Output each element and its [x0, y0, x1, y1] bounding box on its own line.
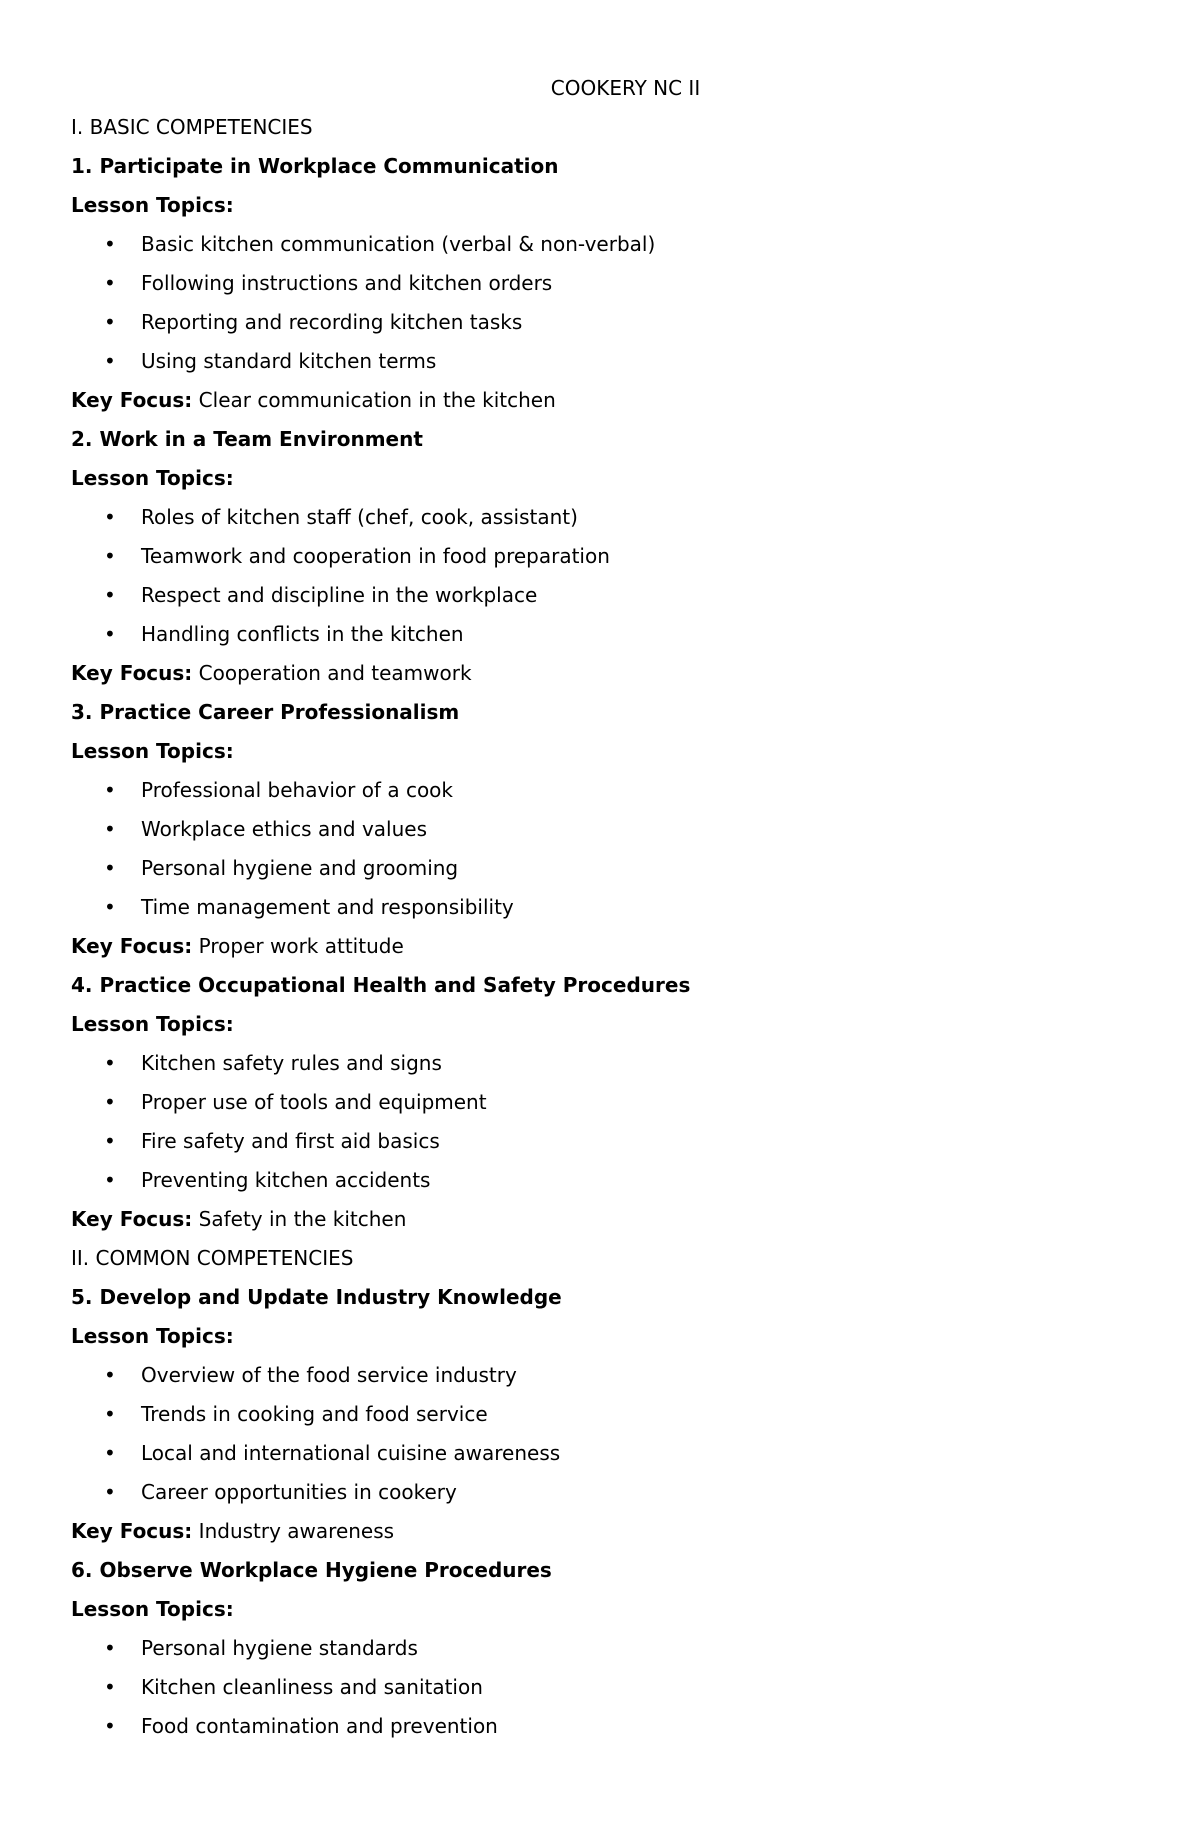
key-focus-text: Safety in the kitchen [198, 1207, 407, 1231]
list-item [71, 622, 1120, 646]
topic-text: Career opportunities in cookery [141, 1480, 457, 1504]
list-item [71, 271, 1120, 295]
topic-text: Teamwork and cooperation in food preparation [141, 544, 610, 568]
key-focus-label: Key Focus: [71, 661, 193, 685]
topic-text: Proper use of tools and equipment [141, 1090, 487, 1114]
bullet-icon: • [104, 1675, 116, 1699]
list-item [71, 1363, 1120, 1387]
bullet-icon: • [104, 1402, 116, 1426]
topic-text: Preventing kitchen accidents [141, 1168, 431, 1192]
list-item [71, 1480, 1120, 1504]
list-item [71, 1402, 1120, 1426]
bullet-icon: • [104, 856, 116, 880]
topic-text: Roles of kitchen staff (chef, cook, assistant) [141, 505, 578, 529]
topic-text: Trends in cooking and food service [141, 1402, 488, 1426]
lesson-topics-label: Lesson Topics: [71, 739, 234, 763]
list-item [71, 349, 1120, 373]
topic-text: Workplace ethics and values [141, 817, 427, 841]
topic-list [71, 1636, 1120, 1738]
topic-text: Following instructions and kitchen orders [141, 271, 553, 295]
list-item [71, 1714, 1120, 1738]
bullet-icon: • [104, 1480, 116, 1504]
key-focus [71, 661, 1120, 685]
topic-text: Kitchen cleanliness and sanitation [141, 1675, 483, 1699]
lesson-topics-label: Lesson Topics: [71, 466, 234, 490]
key-focus-text: Industry awareness [198, 1519, 395, 1543]
bullet-icon: • [104, 271, 116, 295]
bullet-icon: • [104, 349, 116, 373]
list-item [71, 544, 1120, 568]
list-item [71, 778, 1120, 802]
section-heading: 1. Participate in Workplace Communication [71, 154, 559, 178]
list-item [71, 1636, 1120, 1660]
key-focus-text: Proper work attitude [198, 934, 404, 958]
list-item [71, 1441, 1120, 1465]
bullet-icon: • [104, 1441, 116, 1465]
bullet-icon: • [104, 1129, 116, 1153]
part-heading: II. COMMON COMPETENCIES [71, 1246, 354, 1270]
competency-section [71, 1558, 1120, 1738]
key-focus-label: Key Focus: [71, 934, 193, 958]
bullet-icon: • [104, 622, 116, 646]
topic-text: Fire safety and first aid basics [141, 1129, 440, 1153]
key-focus-text: Cooperation and teamwork [198, 661, 472, 685]
bullet-icon: • [104, 778, 116, 802]
topic-text: Handling conflicts in the kitchen [141, 622, 464, 646]
section-heading: 4. Practice Occupational Health and Safety Procedures [71, 973, 691, 997]
topic-text: Professional behavior of a cook [141, 778, 453, 802]
list-item [71, 583, 1120, 607]
bullet-icon: • [104, 1051, 116, 1075]
bullet-icon: • [104, 1636, 116, 1660]
topic-list [71, 778, 1120, 919]
list-item [71, 856, 1120, 880]
topic-text: Respect and discipline in the workplace [141, 583, 538, 607]
list-item [71, 505, 1120, 529]
document-title: COOKERY NC II [550, 76, 701, 100]
competency-section [71, 1285, 1120, 1543]
topic-list [71, 505, 1120, 646]
section-heading: 3. Practice Career Professionalism [71, 700, 460, 724]
section-heading: 6. Observe Workplace Hygiene Procedures [71, 1558, 552, 1582]
topic-list [71, 1051, 1120, 1192]
key-focus-label: Key Focus: [71, 388, 193, 412]
list-item [71, 817, 1120, 841]
bullet-icon: • [104, 895, 116, 919]
bullet-icon: • [104, 1363, 116, 1387]
lesson-topics-label: Lesson Topics: [71, 1012, 234, 1036]
lesson-topics-label: Lesson Topics: [71, 1324, 234, 1348]
bullet-icon: • [104, 1090, 116, 1114]
competency-section [71, 700, 1120, 958]
list-item [71, 1675, 1120, 1699]
lesson-topics-label: Lesson Topics: [71, 1597, 234, 1621]
topic-text: Basic kitchen communication (verbal & non-verbal) [141, 232, 656, 256]
bullet-icon: • [104, 505, 116, 529]
topic-list [71, 1363, 1120, 1504]
key-focus-label: Key Focus: [71, 1207, 193, 1231]
bullet-icon: • [104, 1714, 116, 1738]
topic-text: Personal hygiene standards [141, 1636, 418, 1660]
topic-text: Using standard kitchen terms [141, 349, 437, 373]
topic-list [71, 232, 1120, 373]
list-item [71, 1168, 1120, 1192]
bullet-icon: • [104, 1168, 116, 1192]
list-item [71, 1051, 1120, 1075]
bullet-icon: • [104, 583, 116, 607]
topic-text: Personal hygiene and grooming [141, 856, 459, 880]
topic-text: Time management and responsibility [141, 895, 514, 919]
key-focus [71, 1519, 1120, 1543]
list-item [71, 310, 1120, 334]
list-item [71, 232, 1120, 256]
section-heading: 2. Work in a Team Environment [71, 427, 423, 451]
key-focus [71, 388, 1120, 412]
key-focus [71, 1207, 1120, 1231]
competency-section [71, 973, 1120, 1231]
key-focus-text: Clear communication in the kitchen [198, 388, 556, 412]
competency-section [71, 154, 1120, 412]
topic-text: Overview of the food service industry [141, 1363, 517, 1387]
topic-text: Kitchen safety rules and signs [141, 1051, 442, 1075]
part-heading: I. BASIC COMPETENCIES [71, 115, 313, 139]
bullet-icon: • [104, 817, 116, 841]
topic-text: Reporting and recording kitchen tasks [141, 310, 523, 334]
lesson-topics-label: Lesson Topics: [71, 193, 234, 217]
list-item [71, 1090, 1120, 1114]
list-item [71, 895, 1120, 919]
list-item [71, 1129, 1120, 1153]
topic-text: Food contamination and prevention [141, 1714, 498, 1738]
bullet-icon: • [104, 544, 116, 568]
key-focus-label: Key Focus: [71, 1519, 193, 1543]
key-focus [71, 934, 1120, 958]
competency-section [71, 427, 1120, 685]
bullet-icon: • [104, 310, 116, 334]
bullet-icon: • [104, 232, 116, 256]
section-heading: 5. Develop and Update Industry Knowledge [71, 1285, 562, 1309]
topic-text: Local and international cuisine awareness [141, 1441, 561, 1465]
